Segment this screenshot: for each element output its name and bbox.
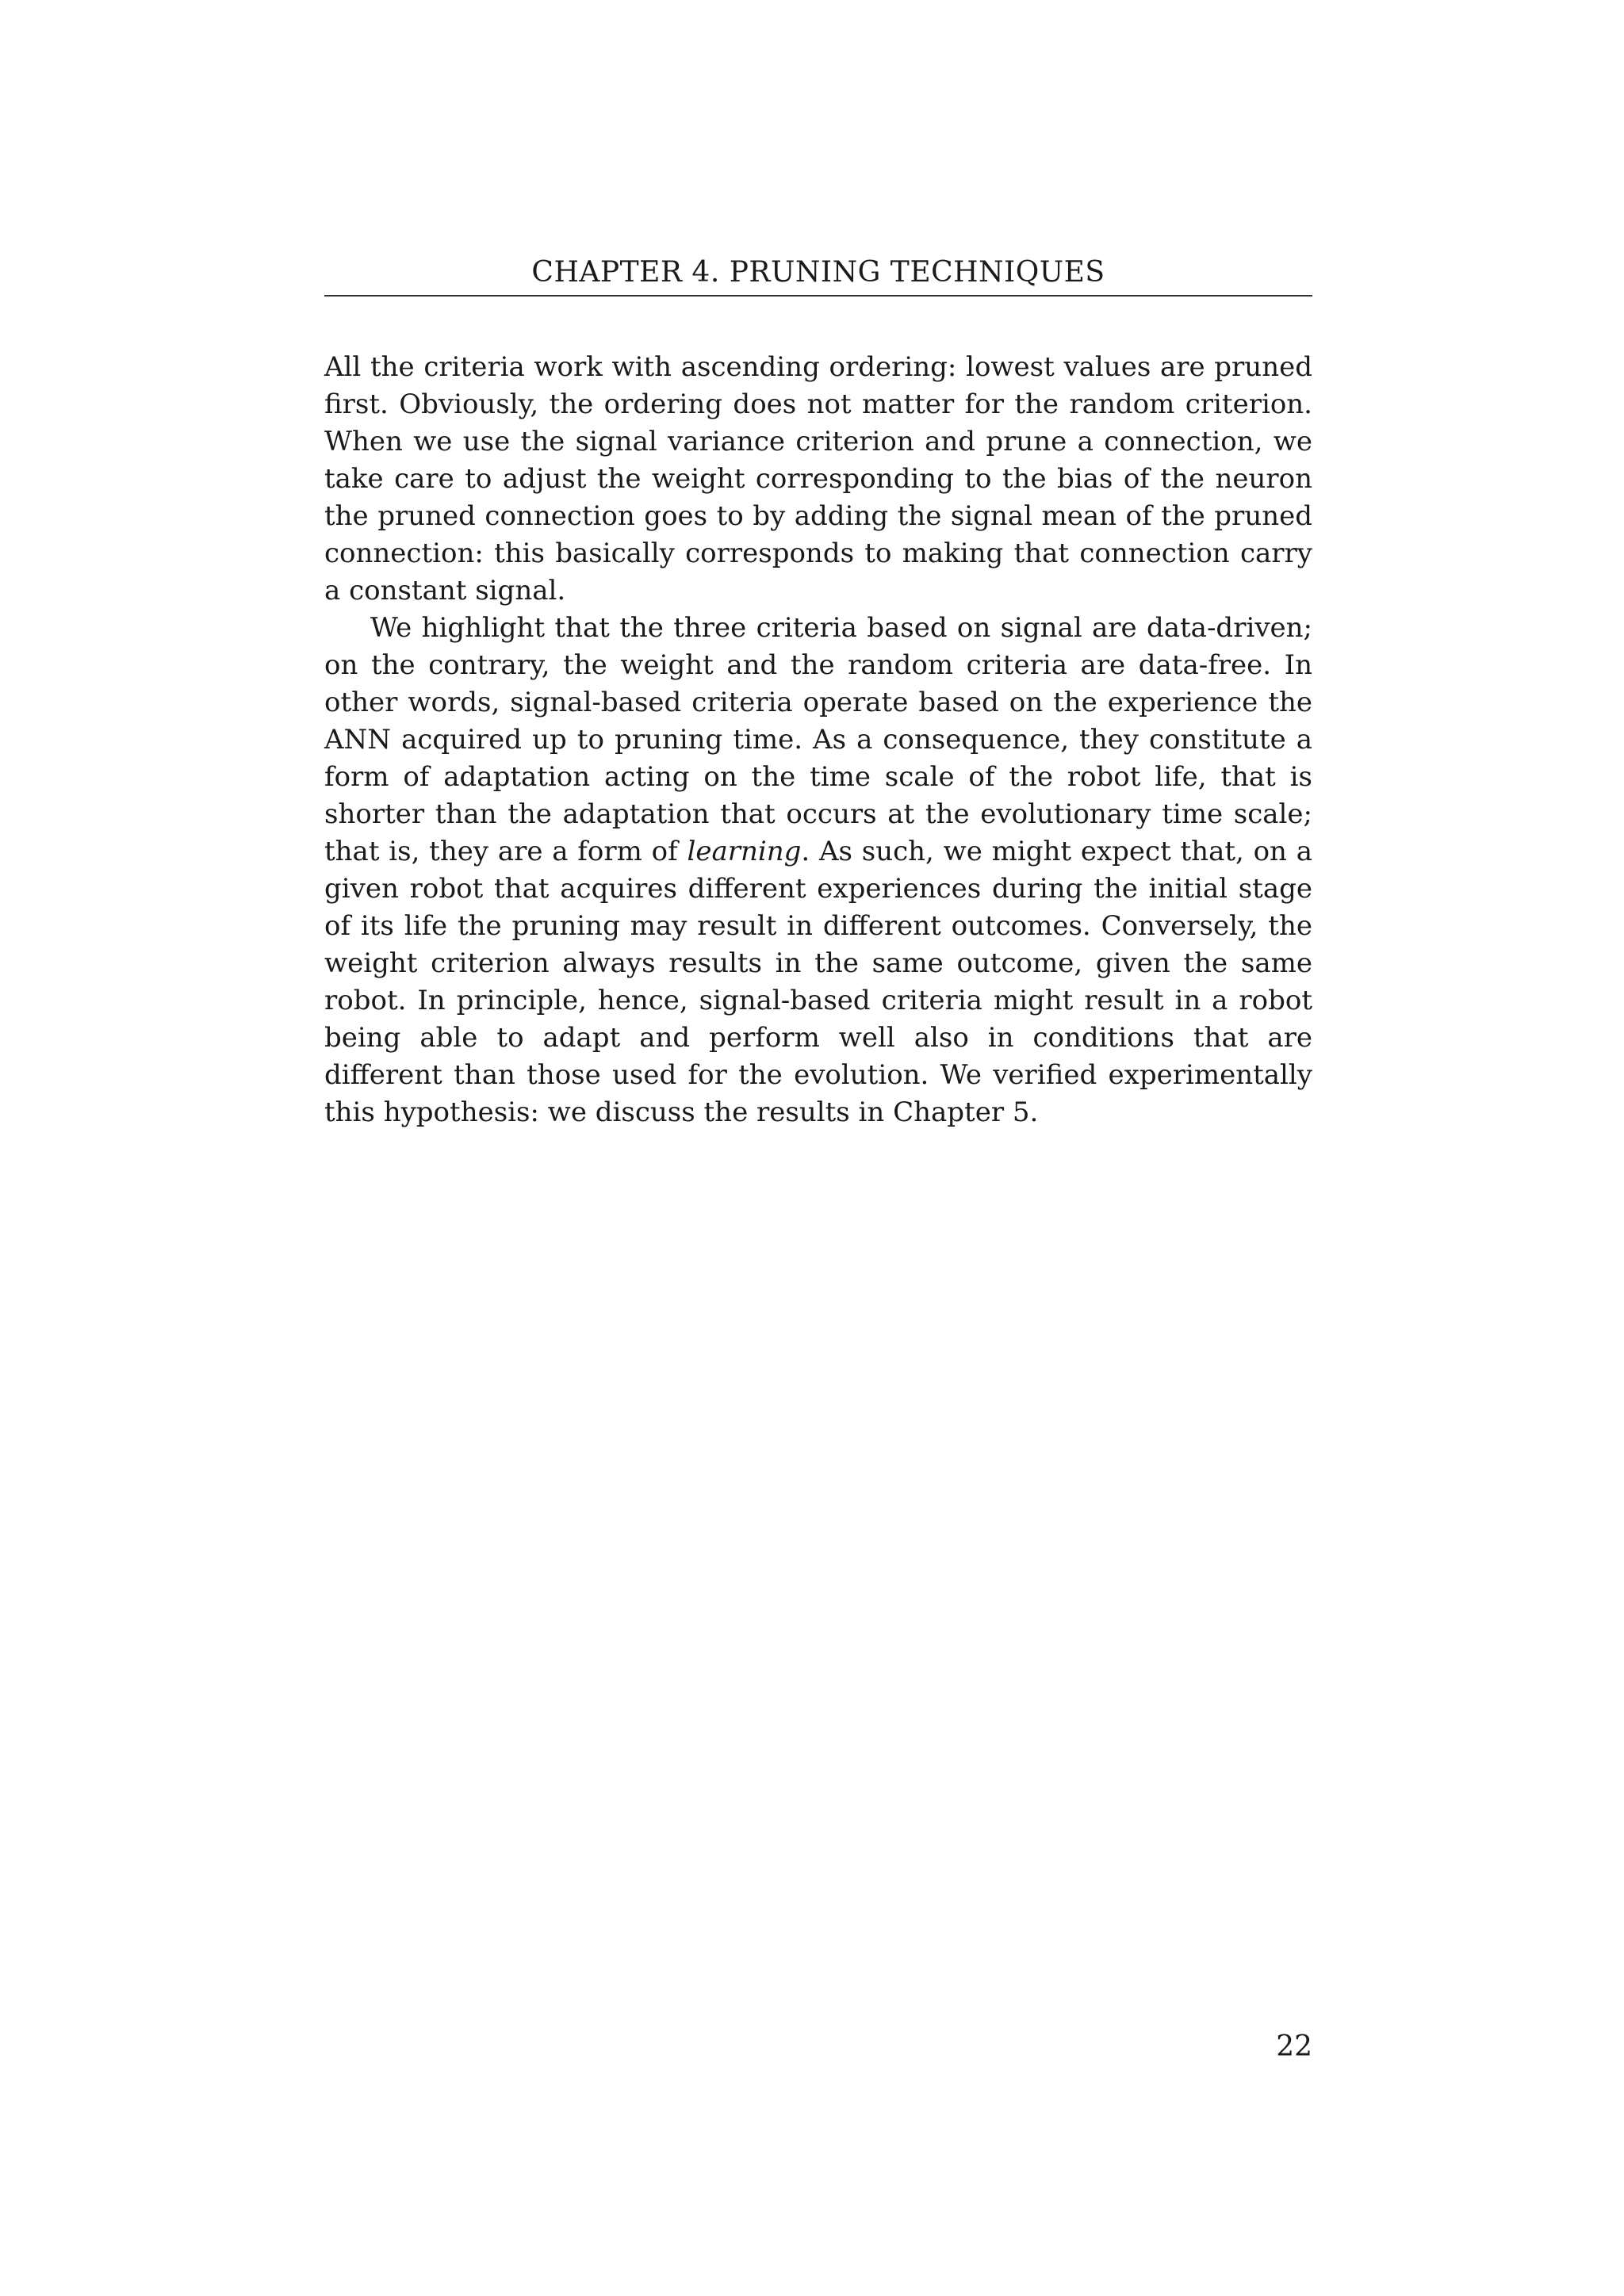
page-number: 22 [1276,2030,1312,2063]
paragraph-2-text-before: We highlight that the three criteria based on signal are data-driven; on the contrary, the weight and the random criteria are data-free. In other words, signal-based criteria operate based on the experience the ANN acquired up to pruning time. As a consequence, they constitute a form of adaptation acting on the time scale of the robot life, that is shorter than the adaptation that occurs at the evolutionary time scale; that is, they are a form of [324,612,1312,867]
paragraph-2 [324,610,1312,1131]
emphasis-learning: learning [687,836,802,867]
body-text [324,349,1312,1131]
paragraph-2-text-after: . As such, we might expect that, on a given robot that acquires different experiences during the initial stage of its life the pruning may result in different outcomes. Conversely, the weight criterion always results in the same outcome, given the same robot. In principle, hence, signal-based criteria might result in a robot being able to adapt and perform well also in conditions that are different than those used for the evolution. We verified experimentally this hypothesis: we discuss the results in Chapter 5. [324,836,1312,1128]
running-header: CHAPTER 4. PRUNING TECHNIQUES [324,255,1312,297]
paragraph-1: All the criteria work with ascending ordering: lowest values are pruned first. Obviously, the ordering does not matter for the random criterion. When we use the signal variance criterion and prune a connection, we take care to adjust the weight corresponding to the bias of the neuron the pruned connection goes to by adding the signal mean of the pruned connection: this basically corresponds to making that connection carry a constant signal. [324,351,1312,607]
